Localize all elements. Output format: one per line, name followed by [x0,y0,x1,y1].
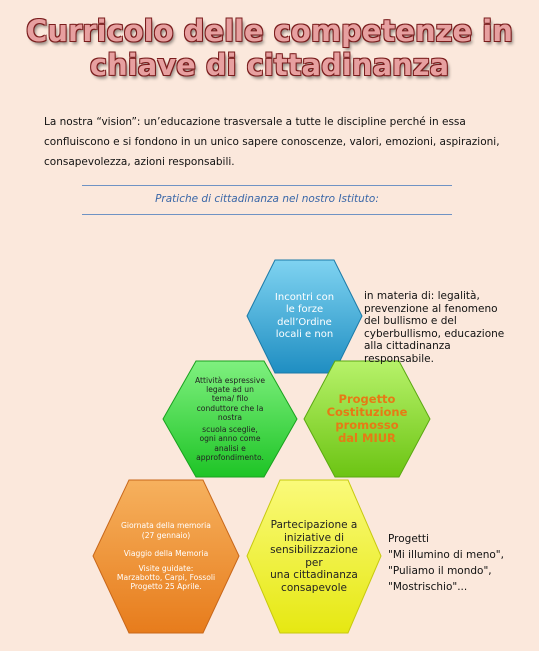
hex-yellow-line: una cittadinanza [270,569,358,581]
hex-yellow-line: sensibilizzazione [270,544,358,556]
hex-lime-line: promosso [335,418,399,432]
hex-orange-line: Visite guidate: [138,564,194,573]
hex-orange-line: Marzabotto, Carpi, Fossoli [116,573,216,583]
hex-green-line: legate ad un [206,385,254,395]
hex-blue-line: Incontri con [274,291,335,303]
yellow-side-line: "Mi illumino di meno", [388,549,504,561]
hex-green-line: ogni anno come [199,434,261,444]
hexagon-yellow-text [246,479,382,634]
hex-green-line: conduttore che la [196,403,264,413]
hex-lime-line: dal MIUR [338,431,396,445]
blue-side-line: responsabile. [364,352,434,365]
hex-yellow-line: Partecipazione a [270,519,358,531]
intro-paragraph: La nostra “vision”: un’educazione trasversale a tutte le discipline perché in essa confluiscono e si fondono in un unico sapere conoscenze, valori, emozioni, aspirazioni, consapevolezza, azioni responsabili. [44,116,500,168]
hex-orange-line: (27 gennaio) [141,530,191,540]
hexagon-blue-text [246,259,363,374]
hexagon-green-text [162,360,298,478]
hexagon-green [162,360,298,478]
yellow-side-line: "Mostrischio"... [388,581,468,593]
hex-green-line: nostra [217,412,243,422]
hexagon-yellow [246,479,382,634]
blue-side-line: prevenzione al fenomeno [364,302,498,315]
hex-orange-line: Giornata della memoria [121,521,211,531]
hexagon-blue [246,259,363,374]
yellow-side-line: Progetti [388,533,429,545]
blue-side-line: del bullismo e del [364,315,457,327]
hex-yellow-line: consapevole [281,581,347,594]
hexagon-lime [303,360,431,478]
hex-yellow-line: per [305,556,323,569]
hex-green-line: tema/ filo [211,394,249,404]
hex-orange-line: Viaggio della Memoria [123,548,209,558]
hex-lime-line: Progetto [338,392,396,406]
blue-side-line: alla cittadinanza [364,340,451,352]
page-title [0,14,539,82]
blue-side-line: cyberbullismo, educazione [364,327,505,340]
yellow-side-note [388,531,504,595]
hex-green-line: approfondimento. [196,452,264,462]
yellow-side-line: "Puliamo il mondo", [388,565,492,577]
hex-blue-line: locali e non [275,329,334,340]
hex-blue-line: le forze [285,304,324,315]
title-line-2: chiave di cittadinanza [89,48,450,82]
blue-side-note [364,290,504,365]
section-subtitle: Pratiche di cittadinanza nel nostro Istituto: [155,193,379,205]
blue-side-line: in materia di: legalità, [364,290,480,302]
divider-top [82,185,452,186]
hexagon-lime-text [303,360,431,478]
hex-orange-line: Progetto 25 Aprile. [130,582,202,592]
hex-blue-line: dell’Ordine [277,316,332,328]
hexagon-orange [92,479,240,634]
hex-yellow-line: iniziative di [284,531,344,544]
hex-green-line: Attività espressive [194,376,266,386]
divider-bottom [82,214,452,215]
hex-lime-line: Costituzione [326,405,408,419]
hex-green-line: analisi e [214,443,246,453]
hexagon-orange-text [92,479,240,634]
hex-green-line: scuola sceglie, [202,425,258,435]
title-line-1: Curricolo delle competenze in [26,14,513,48]
